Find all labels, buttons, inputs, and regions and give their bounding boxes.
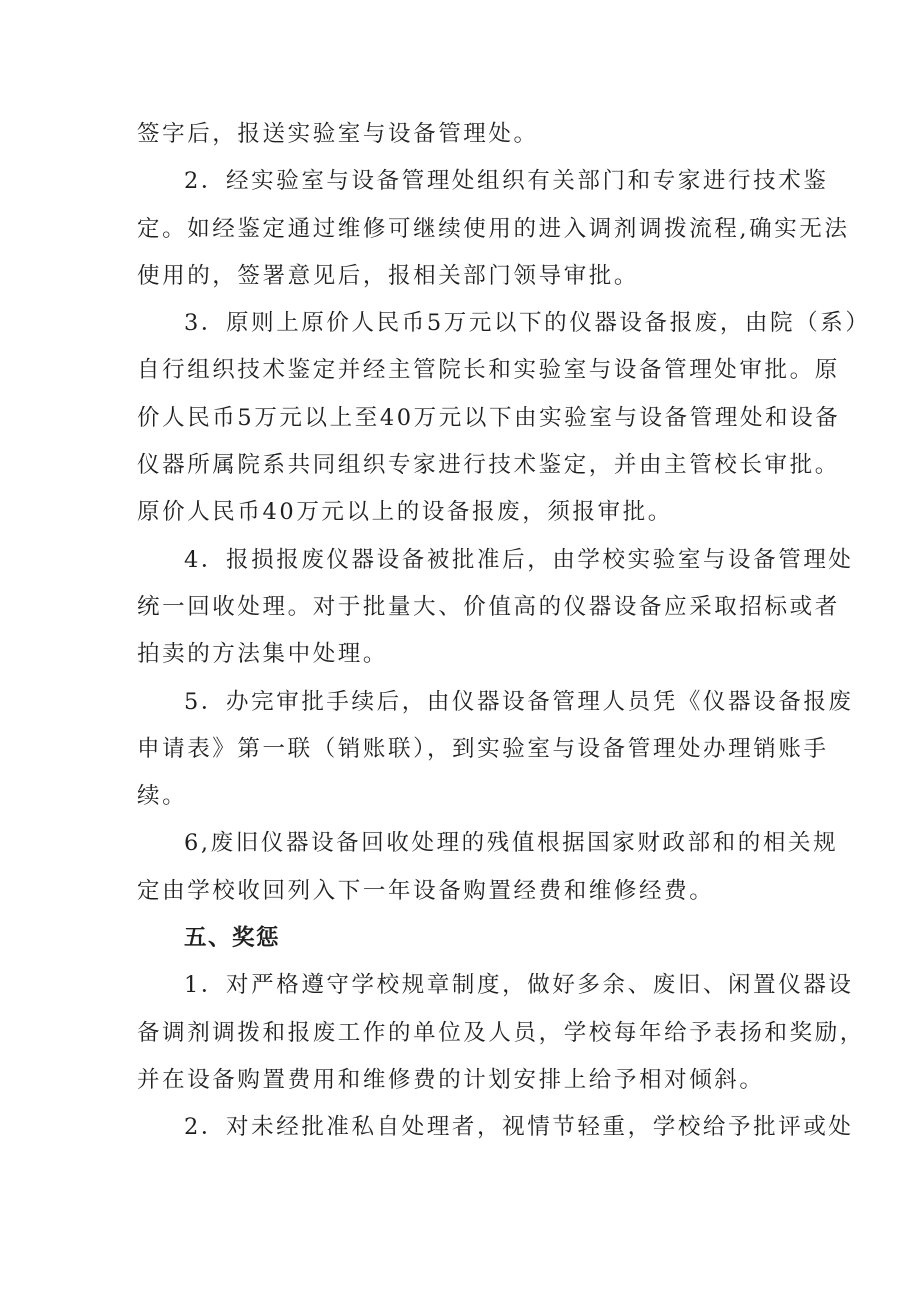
body-line: 原价人民币40万元以上的设备报废，须报审批。 <box>137 499 673 526</box>
paragraph-line-item-3: 3．原则上原价人民币5万元以下的仪器设备报废，由院（系） <box>184 310 871 337</box>
body-line: 自行组织技术鉴定并经主管院长和实验室与设备管理处审批。原 <box>137 357 840 384</box>
paragraph-line-item-4: 4．报损报废仪器设备被批准后，由学校实验室与设备管理处 <box>184 546 854 573</box>
body-line: 统一回收处理。对于批量大、价值高的仪器设备应采取招标或者 <box>137 593 840 620</box>
body-line: 续。 <box>137 783 188 810</box>
body-line: 拍卖的方法集中处理。 <box>137 641 389 668</box>
section-heading: 五、奖惩 <box>184 925 281 952</box>
body-line: 定。如经鉴定通过维修可继续使用的进入调剂调拨流程,确实无法 <box>137 215 850 242</box>
body-line: 仪器所属院系共同组织专家进行技术鉴定，并由主管校长审批。 <box>137 452 840 479</box>
paragraph-line-item-6: 6,废旧仪器设备回收处理的残值根据国家财政部和的相关规 <box>184 830 839 857</box>
body-line: 价人民币5万元以上至40万元以下由实验室与设备管理处和设备 <box>137 404 841 431</box>
body-line: 备调剂调拨和报废工作的单位及人员，学校每年给予表扬和奖励， <box>137 1019 865 1046</box>
body-line: 定由学校收回列入下一年设备购置经费和维修经费。 <box>137 877 715 904</box>
paragraph-line-reward-1: 1．对严格遵守学校规章制度，做好多余、废旧、闲置仪器设 <box>184 972 854 999</box>
body-line: 并在设备购置费用和维修费的计划安排上给予相对倾斜。 <box>137 1066 765 1093</box>
paragraph-line-reward-2: 2．对未经批准私自处理者，视情节轻重，学校给予批评或处 <box>184 1114 854 1141</box>
paragraph-line-item-2: 2．经实验室与设备管理处组织有关部门和专家进行技术鉴 <box>184 168 829 195</box>
paragraph-line-item-5: 5．办完审批手续后，由仪器设备管理人员凭《仪器设备报废 <box>184 688 854 715</box>
body-line: 签字后，报送实验室与设备管理处。 <box>137 121 539 147</box>
body-line: 使用的，签署意见后，报相关部门领导审批。 <box>137 262 640 289</box>
body-line: 申请表》第一联（销账联），到实验室与设备管理处办理销账手 <box>137 735 829 762</box>
